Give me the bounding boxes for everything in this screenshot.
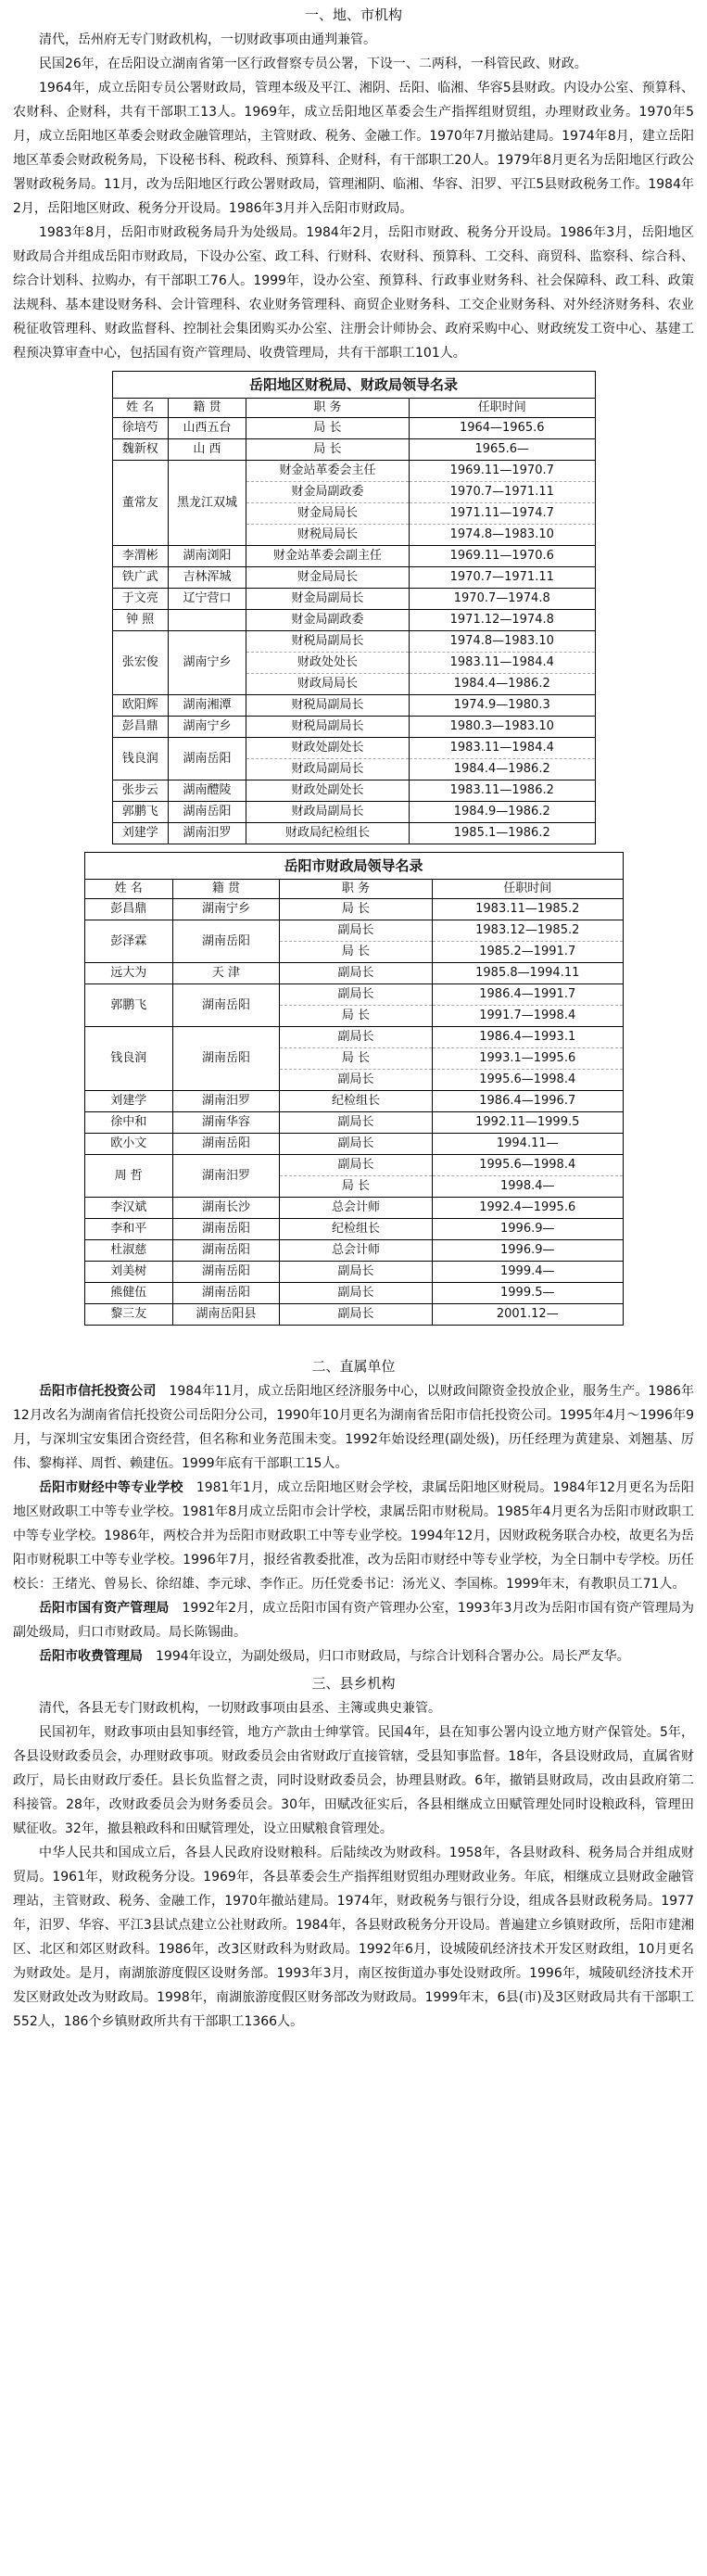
- leader-name: 杜淑慈: [85, 1240, 173, 1262]
- term: 1986.4—1996.7: [479, 1094, 576, 1108]
- leader-duties: [246, 567, 410, 589]
- leader-terms: [433, 963, 623, 984]
- term: 1992.11—1999.5: [475, 1115, 580, 1129]
- document-page: [0, 4, 707, 2034]
- leader-name: 郭鹏飞: [85, 984, 173, 1027]
- duty: 财税局副局长: [291, 698, 364, 712]
- table-row: [85, 1240, 623, 1262]
- term: 1971.11—1974.7: [410, 502, 595, 524]
- leader-origin: 湖南汨罗: [173, 1091, 280, 1112]
- table-row: [85, 1112, 623, 1134]
- leader-name: 李渭彬: [113, 546, 169, 567]
- leader-origin: 湖南宁乡: [169, 631, 246, 695]
- unit-name: 岳阳市财经中等专业学校: [39, 1480, 183, 1495]
- duty: 总会计师: [331, 1200, 380, 1214]
- leader-origin: 湖南岳阳: [173, 1240, 280, 1262]
- leader-duties: [280, 1027, 433, 1091]
- leader-origin: 山西五台: [169, 418, 246, 439]
- leader-name: 刘美树: [85, 1262, 173, 1283]
- leader-origin: 天 津: [173, 963, 280, 984]
- leader-terms: [433, 1304, 623, 1326]
- leader-duties: [246, 823, 410, 844]
- term: 1969.11—1970.6: [449, 549, 554, 563]
- duty: 副局长: [337, 1158, 374, 1172]
- table-row: [113, 461, 595, 546]
- section-2-body: [13, 1379, 694, 1669]
- col-header-origin: 籍 贯: [169, 399, 246, 418]
- term: 1991.7—1998.4: [433, 1005, 623, 1026]
- leader-name: 张宏俊: [113, 631, 169, 695]
- col-header-duty: 职 务: [280, 880, 433, 899]
- leader-terms: [433, 1198, 623, 1219]
- duty: 局 长: [280, 1005, 432, 1026]
- table-row: [113, 780, 595, 802]
- duty: 副局长: [337, 987, 374, 1001]
- term: 1984.4—1986.2: [410, 758, 595, 780]
- leader-origin: 湖南湘潭: [169, 695, 246, 717]
- leader-table-prefecture: [112, 371, 596, 844]
- duty: 财税局局长: [246, 524, 409, 545]
- leader-origin: 湖南岳阳: [169, 738, 246, 780]
- table-title: 岳阳地区财税局、财政局领导名录: [113, 372, 595, 399]
- unit-description: 1984年11月，成立岳阳地区经济服务中心，以财政间隙资金投放企业，服务生产。1986年12月改名为湖南省信托投资公司岳阳分公司，1990年10月更名为湖南省岳阳市信托投资公司。1995年4月～1996年9月，与深圳宝安集团合资经营，但名称和业务范围未变。1992年始设经理(副处级)，历任经理为黄建泉、刘翘基、厉伟、黎梅祥、周哲、赖建伍。1999年底有干部职工15人。: [13, 1384, 695, 1471]
- leader-duties: [280, 920, 433, 963]
- leader-name: 魏新权: [113, 439, 169, 461]
- leader-name: 董常友: [113, 461, 169, 546]
- duty: 总会计师: [331, 1243, 380, 1257]
- table-row: [113, 631, 595, 695]
- table-row: [113, 802, 595, 823]
- duty: 财金站革委会副主任: [272, 549, 382, 563]
- term: 1992.4—1995.6: [479, 1200, 576, 1214]
- duty: 副局长: [337, 1136, 374, 1150]
- paragraph: 1964年，成立岳阳专员公署财政局，管理本级及平江、湘阴、岳阳、临湘、华容5县财政。内设办公室、预算科、农财科、企财科，共有干部职工13人。1969年，成立岳阳地区革委会生产指挥组财贸组，办理财政业务。1970年5月，成立岳阳地区革委会财政金融管理站，主管财政、税务、金融工作。1970年7月撤站建局。1974年8月，建立岳阳地区革委会财政税务局，下设秘书科、税政科、预算科、企财科，有干部职工20人。1979年8月更名为岳阳地区行政公署财政税务局。11月，改为岳阳地区行政公署财政局，管理湘阴、临湘、华容、汨罗、平江5县财政税务工作。1984年2月，岳阳地区财政、税务分开设局。1986年3月并入岳阳市财政局。: [13, 81, 694, 216]
- leader-terms: [433, 1112, 623, 1134]
- table-row: [113, 695, 595, 717]
- leader-terms: [433, 1240, 623, 1262]
- leader-origin: 湖南岳阳: [173, 1262, 280, 1283]
- leader-terms: [410, 461, 595, 546]
- leader-duties: [280, 1134, 433, 1155]
- duty: 财金局局长: [297, 570, 358, 584]
- col-header-term: 任职时间: [433, 880, 623, 899]
- term: 1986.4—1991.7: [479, 987, 576, 1001]
- table-title: 岳阳市财政局领导名录: [85, 853, 623, 880]
- section-1-body: [13, 28, 694, 365]
- table-row: [113, 610, 595, 631]
- term: 1969.11—1970.7: [449, 463, 554, 477]
- table-row: [85, 1198, 623, 1219]
- leader-duties: [280, 1091, 433, 1112]
- term: 1974.9—1980.3: [453, 698, 550, 712]
- leader-name: 彭昌鼎: [113, 717, 169, 738]
- paragraph: [13, 1596, 694, 1644]
- leader-terms: [433, 1027, 623, 1091]
- col-header-origin: 籍 贯: [173, 880, 280, 899]
- term: 1999.5—: [500, 1286, 555, 1300]
- table-row: [85, 1155, 623, 1198]
- leader-duties: [280, 1262, 433, 1283]
- table-row: [85, 899, 623, 920]
- leader-duties: [246, 439, 410, 461]
- leader-terms: [410, 802, 595, 823]
- leader-duties: [246, 780, 410, 802]
- leader-name: 于文亮: [113, 589, 169, 610]
- leader-origin: 辽宁营口: [169, 589, 246, 610]
- leader-name: 徐培芍: [113, 418, 169, 439]
- leader-origin: 湖南汨罗: [173, 1155, 280, 1198]
- table-row: [113, 823, 595, 844]
- section-heading-3: 三、县乡机构: [311, 1675, 396, 1692]
- term: 1983.11—1985.2: [475, 902, 580, 916]
- section-3-body: [13, 1696, 694, 2034]
- term: 1996.9—: [500, 1243, 555, 1257]
- duty: 财政局副局长: [246, 758, 409, 780]
- leader-name: 远大为: [85, 963, 173, 984]
- leader-name: 刘建学: [85, 1091, 173, 1112]
- leader-origin: [169, 610, 246, 631]
- term: 1993.1—1995.6: [433, 1047, 623, 1069]
- col-header-name: 姓 名: [113, 399, 169, 418]
- duty: 局 长: [313, 421, 342, 435]
- leader-origin: 湖南岳阳: [173, 1134, 280, 1155]
- leader-origin: 湖南长沙: [173, 1198, 280, 1219]
- leader-terms: [410, 631, 595, 695]
- leader-duties: [246, 418, 410, 439]
- unit-description: 1981年1月，成立岳阳地区财会学校，隶属岳阳地区财税局。1984年12月更名为岳阳地区财政职工中等专业学校。1981年8月成立岳阳市会计学校，隶属岳阳市财税局。1985年4月更名为岳阳市财政职工中等专业学校。1986年，两校合并为岳阳市财政职工中等专业学校。1994年12月，因财政税务联合办校，故更名为岳阳市财税职工中等专业学校。1996年7月，报经省教委批准，改为岳阳市财经中等专业学校，为全日制中专学校。历任校长：王绪光、曾易长、徐绍雄、李元球、李作正。历任党委书记：汤光义、李国栋。1999年末，有教职员工71人。: [13, 1480, 695, 1592]
- table-row: [85, 1027, 623, 1091]
- table-row: [113, 567, 595, 589]
- col-header-term: 任职时间: [410, 399, 595, 418]
- paragraph: [13, 1379, 694, 1476]
- leader-duties: [280, 984, 433, 1027]
- leader-terms: [433, 1134, 623, 1155]
- leader-duties: [246, 546, 410, 567]
- term: 1983.11—1984.4: [449, 741, 554, 755]
- duty: 副局长: [337, 1030, 374, 1044]
- leader-duties: [246, 717, 410, 738]
- duty: 财金局局长: [246, 502, 409, 524]
- leader-name: 钱良润: [85, 1027, 173, 1091]
- leader-name: 李汉斌: [85, 1198, 173, 1219]
- leader-terms: [410, 738, 595, 780]
- leader-terms: [433, 920, 623, 963]
- duty: 局 长: [313, 442, 342, 456]
- paragraph: 1983年8月，岳阳市财政税务局升为处级局。1984年2月，岳阳市财政、税务分开设局。1986年3月，岳阳地区财政局合并组成岳阳市财政局，下设办公室、政工科、行财科、农财科、预算科、工交科、商贸科、监察科、综合科、综合计划科、拉购办，有干部职工76人。1999年，设办公室、预算科、行政事业财务科、社会保障科、政工科、政策法规科、基本建设财务科、会计管理科、农业财务管理科、商贸企业财务科、工交企业财务科、对外经济财务科、农业税征收管理科、财政监督科、控制社会集团购买办公室、注册会计师协会、政府采购中心、财政统发工资中心、基建工程预决算审查中心，包括国有资产管理局、收费管理局，共有干部职工101人。: [13, 225, 694, 361]
- duty: 副局长: [337, 1115, 374, 1129]
- leader-duties: [246, 695, 410, 717]
- leader-terms: [410, 695, 595, 717]
- duty: 财政局局长: [246, 673, 409, 694]
- leader-name: 钱良润: [113, 738, 169, 780]
- leader-terms: [433, 1091, 623, 1112]
- table-row: [85, 1262, 623, 1283]
- leader-origin: 湖南浏阳: [169, 546, 246, 567]
- leader-name: 欧阳辉: [113, 695, 169, 717]
- leader-duties: [246, 802, 410, 823]
- table-row: [85, 984, 623, 1027]
- table-row: [113, 738, 595, 780]
- leader-origin: 湖南岳阳: [173, 1283, 280, 1304]
- duty: 财金局副政委: [291, 613, 364, 627]
- leader-duties: [280, 963, 433, 984]
- leader-terms: [410, 439, 595, 461]
- duty: 纪检组长: [331, 1222, 380, 1236]
- leader-name: 钟 照: [113, 610, 169, 631]
- term: 1970.7—1974.8: [453, 591, 550, 605]
- leader-terms: [410, 780, 595, 802]
- leader-duties: [246, 631, 410, 695]
- leader-duties: [280, 1198, 433, 1219]
- leader-duties: [280, 1283, 433, 1304]
- leader-name: 欧小文: [85, 1134, 173, 1155]
- duty: 纪检组长: [331, 1094, 380, 1108]
- leader-terms: [433, 984, 623, 1027]
- leader-duties: [280, 1112, 433, 1134]
- duty: 财金局副政委: [246, 481, 409, 502]
- paragraph: 民国26年，在岳阳设立湖南省第一区行政督察专员公署，下设一、二两科，一科管民政、财政。: [39, 57, 587, 71]
- leader-terms: [410, 717, 595, 738]
- table-row: [113, 589, 595, 610]
- duty: 财税局副局长: [291, 719, 364, 733]
- leader-origin: 吉林浑城: [169, 567, 246, 589]
- leader-terms: [433, 1219, 623, 1240]
- leader-duties: [280, 1219, 433, 1240]
- term: 1983.11—1984.4: [410, 652, 595, 673]
- table-row: [85, 1304, 623, 1326]
- duty: 财政处副处长: [291, 783, 364, 797]
- leader-duties: [246, 610, 410, 631]
- table-row: [85, 1283, 623, 1304]
- leader-name: 周 哲: [85, 1155, 173, 1198]
- leader-origin: 黑龙江双城: [169, 461, 246, 546]
- leader-name: 黎三友: [85, 1304, 173, 1326]
- leader-origin: 湖南岳阳: [173, 1219, 280, 1240]
- term: 1985.2—1991.7: [433, 941, 623, 962]
- leader-duties: [246, 738, 410, 780]
- leader-duties: [280, 1240, 433, 1262]
- duty: 副局长: [337, 1307, 374, 1321]
- col-header-name: 姓 名: [85, 880, 173, 899]
- leader-origin: 湖南华容: [173, 1112, 280, 1134]
- duty: 局 长: [280, 941, 432, 962]
- leader-table: [85, 880, 623, 1325]
- unit-description: 1994年设立，为副处级局，归口市财政局，与综合计划科合署办公。局长严友华。: [143, 1649, 630, 1664]
- leader-table-city: [84, 852, 624, 1326]
- table-row: [85, 1134, 623, 1155]
- term: 1965.6—: [474, 442, 529, 456]
- leader-name: 铁广武: [113, 567, 169, 589]
- term: 1994.11—: [496, 1136, 559, 1150]
- leader-terms: [433, 899, 623, 920]
- table-row: [113, 717, 595, 738]
- term: 1985.1—1986.2: [453, 826, 550, 840]
- table-row: [85, 1219, 623, 1240]
- term: 1971.12—1974.8: [449, 613, 554, 627]
- leader-origin: 湖南汨罗: [169, 823, 246, 844]
- duty: 财税局副局长: [291, 634, 364, 648]
- duty: 副局长: [337, 923, 374, 937]
- leader-name: 彭昌鼎: [85, 899, 173, 920]
- duty: 副局长: [337, 1286, 374, 1300]
- duty: 财政局纪检组长: [284, 826, 370, 840]
- term: 1970.7—1971.11: [410, 481, 595, 502]
- paragraph: 清代，岳州府无专门财政机构，一切财政事项由通判兼管。: [39, 32, 376, 47]
- table-row: [85, 1091, 623, 1112]
- leader-duties: [246, 589, 410, 610]
- term: 1980.3—1983.10: [449, 719, 554, 733]
- paragraph: [13, 1476, 694, 1596]
- duty: 局 长: [280, 1047, 432, 1069]
- term: 1996.9—: [500, 1222, 555, 1236]
- duty: 财政处处长: [246, 652, 409, 673]
- leader-origin: 湖南岳阳: [173, 984, 280, 1027]
- paragraph: 中华人民共和国成立后，各县人民政府设财粮科。后陆续改为财政科。1958年，各县财政科、税务局合并组成财贸局。1961年，财政税务分设。1969年，各县革委会生产指挥组财贸组办理财政业务。年底，相继成立县财政金融管理站，主管财政、税务、金融工作，1970年撤站建局。1974年，财政税务与银行分设，组成各县财政税务局。1977年，汨罗、华容、平江3县试点建立公社财政所。1984年，各县财政税务分开设局。普遍建立乡镇财政所，岳阳市建湘区、北区和郊区财政科。1986年，改3区财政科为财政局。1992年6月，设城陵矶经济技术开发区财政组，10月更名为财政处。是月，南湖旅游度假区设财务部。1993年3月，南区按街道办事处设财政所。1996年，城陵矶经济技术开发区财政处改为财政局。1998年，南湖旅游度假区财务部改为财政局。1999年末，6县(市)及3区财政局共有干部职工552人，186个乡镇财政所共有干部职工1366人。: [13, 1846, 694, 2029]
- leader-origin: 湖南岳阳: [169, 802, 246, 823]
- term: 2001.12—: [496, 1307, 559, 1321]
- leader-terms: [410, 823, 595, 844]
- table-row: [113, 546, 595, 567]
- leader-name: 郭鹏飞: [113, 802, 169, 823]
- duty: 副局长: [337, 1264, 374, 1278]
- term: 1995.6—1998.4: [479, 1158, 576, 1172]
- leader-origin: 湖南醴陵: [169, 780, 246, 802]
- leader-table: [113, 399, 595, 844]
- leader-name: 徐中和: [85, 1112, 173, 1134]
- leader-origin: 湖南宁乡: [173, 899, 280, 920]
- leader-duties: [246, 461, 410, 546]
- leader-duties: [280, 899, 433, 920]
- term: 1999.4—: [500, 1264, 555, 1278]
- leader-terms: [433, 1283, 623, 1304]
- term: 1985.8—1994.11: [475, 966, 580, 980]
- leader-origin: 湖南岳阳: [173, 920, 280, 963]
- leader-name: 张步云: [113, 780, 169, 802]
- term: 1970.7—1971.11: [449, 570, 554, 584]
- unit-description: 1992年2月，成立岳阳市国有资产管理办公室，1993年3月改为岳阳市国有资产管理局为副处级局，归口市财政局。局长陈锡曲。: [13, 1601, 695, 1640]
- term: 1995.6—1998.4: [433, 1069, 623, 1090]
- duty: 局 长: [341, 902, 371, 916]
- leader-name: 熊健伍: [85, 1283, 173, 1304]
- duty: 财金站革委会主任: [279, 463, 376, 477]
- duty: 副局长: [280, 1069, 432, 1090]
- table-row: [85, 920, 623, 963]
- section-heading-1: 一、地、市机构: [304, 6, 402, 23]
- leader-terms: [410, 589, 595, 610]
- table-row: [85, 963, 623, 984]
- term: 1964—1965.6: [459, 421, 545, 435]
- leader-terms: [433, 1262, 623, 1283]
- table-row: [113, 439, 595, 461]
- leader-duties: [280, 1155, 433, 1198]
- col-header-duty: 职 务: [246, 399, 410, 418]
- duty: 财金局副局长: [291, 591, 364, 605]
- leader-duties: [280, 1304, 433, 1326]
- unit-name: 岳阳市国有资产管理局: [39, 1601, 170, 1616]
- leader-origin: 山 西: [169, 439, 246, 461]
- paragraph: 民国初年，财政事项由县知事经管，地方产款由士绅掌管。民国4年，县在知事公署内设立地方财产保管处。5年，各县设财政委员会，办理财政事项。财政委员会由省财政厅直接管辖，受县知事监督。18年，各县设财政局，直属省财政厅，局长由财政厅委任。县长负监督之责，同时设财政委员会，协理县财政。6年，撤销县财政局，改由县政府第二科接管。28年，改财政委员会为财务委员会。30年，田赋改征实后，各县相继成立田赋管理处同时设粮政科，管理田赋征收。32年，撤县粮政科和田赋管理处，设立田赋粮食管理处。: [13, 1725, 694, 1836]
- unit-name: 岳阳市收费管理局: [39, 1649, 143, 1664]
- term: 1984.9—1986.2: [453, 805, 550, 818]
- term: 1984.4—1986.2: [410, 673, 595, 694]
- term: 1974.8—1983.10: [410, 524, 595, 545]
- paragraph: 清代，各县无专门财政机构，一切财政事项由县丞、主簿或典史兼管。: [39, 1701, 441, 1716]
- term: 1986.4—1993.1: [479, 1030, 576, 1044]
- leader-name: 李和平: [85, 1219, 173, 1240]
- paragraph: [13, 1644, 694, 1669]
- leader-terms: [410, 546, 595, 567]
- duty: 财政处副处长: [291, 741, 364, 755]
- unit-name: 岳阳市信托投资公司: [39, 1384, 157, 1399]
- term: 1974.8—1983.10: [449, 634, 554, 648]
- term: 1998.4—: [433, 1175, 623, 1197]
- duty: 局 长: [280, 1175, 432, 1197]
- term: 1983.12—1985.2: [475, 923, 580, 937]
- leader-origin: 湖南岳阳: [173, 1027, 280, 1091]
- duty: 财政局副局长: [291, 805, 364, 818]
- section-heading-2: 二、直属单位: [311, 1358, 396, 1375]
- duty: 副局长: [337, 966, 374, 980]
- leader-origin: 湖南岳阳县: [173, 1304, 280, 1326]
- leader-terms: [433, 1155, 623, 1198]
- leader-terms: [410, 610, 595, 631]
- leader-terms: [410, 418, 595, 439]
- leader-terms: [410, 567, 595, 589]
- table-row: [113, 418, 595, 439]
- term: 1983.11—1986.2: [449, 783, 554, 797]
- leader-name: 刘建学: [113, 823, 169, 844]
- leader-origin: 湖南宁乡: [169, 717, 246, 738]
- leader-name: 彭泽霖: [85, 920, 173, 963]
